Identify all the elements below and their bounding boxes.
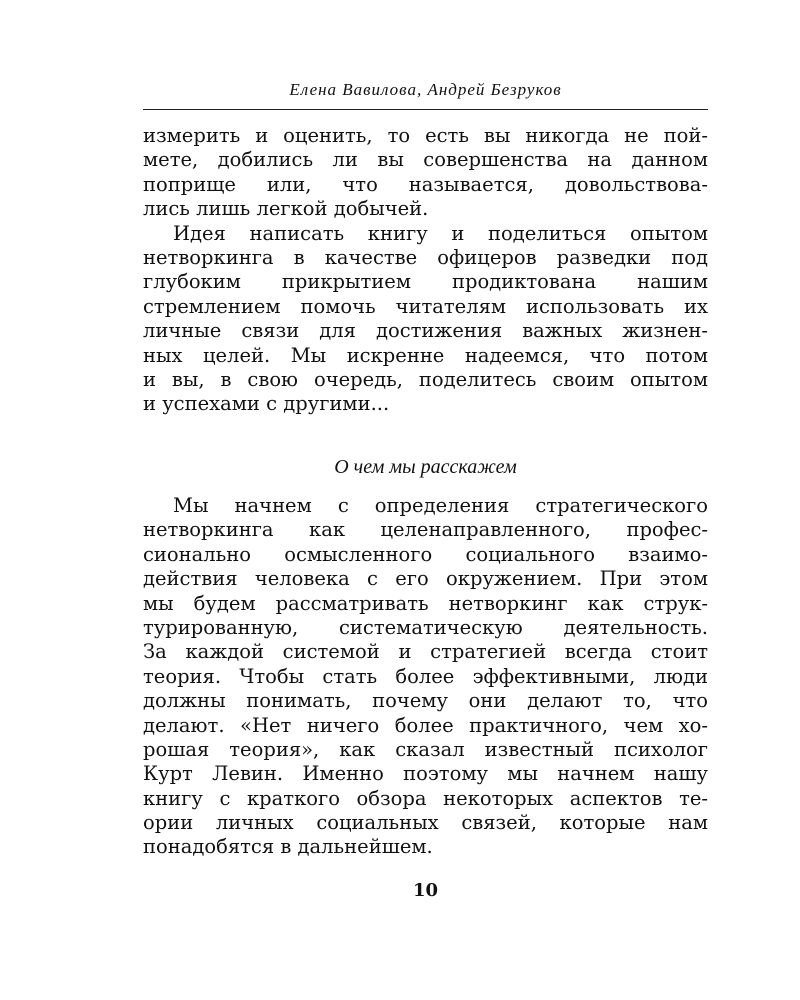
section-heading: О чем мы расскажем [334,456,517,478]
paragraph3-line: делают. «Нет ничего более практичного, чем хо- [143,713,708,737]
paragraph3-line: За каждой системой и стратегией всегда стоит [143,640,708,664]
paragraph3-line: действия человека с его окружением. При этом [143,567,708,591]
paragraph2-line: и вы, в свою очередь, поделитесь своим опытом [143,367,708,391]
paragraph3-line: ории личных социальных связей, которые нам [143,811,708,835]
paragraph3-line: теория. Чтобы стать более эффективными, люди [143,664,708,688]
paragraph1-line: мете, добились ли вы совершенства на данном [143,148,708,172]
paragraph2-line: глубоким прикрытием продиктована нашим [143,270,708,294]
paragraph2-line: Идея написать книгу и поделиться опытом [173,221,708,245]
paragraph2-line: личные связи для достижения важных жизнен- [143,319,708,343]
paragraph3-line: рошая теория», как сказал известный психолог [143,737,708,761]
paragraph2-line: стремлением помочь читателям использовать их [143,294,708,318]
running-head: Елена Вавилова, Андрей Безруков [289,80,562,99]
paragraph3-line: понадобятся в дальнейшем. [143,835,433,859]
paragraph1-line: лись лишь легкой добычей. [143,197,429,221]
paragraph3-line: турированную, систематическую деятельность. [143,615,708,639]
text-block-top [143,124,708,417]
paragraph3-line: Мы начнем с определения стратегического [173,494,708,517]
paragraph3-line: должны понимать, почему они делают то, что [143,689,708,713]
text-block-bottom [143,494,708,860]
paragraph2-line: ных целей. Мы искренне надеемся, что потом [143,343,708,367]
paragraph3-line: сионально осмысленного социального взаимо- [143,542,708,566]
paragraph3-line: книгу с краткого обзора некоторых аспектов те- [143,786,708,810]
paragraph2-line: и успехами с другими... [143,392,390,416]
header-rule [143,109,708,110]
page-number: 10 [412,880,439,901]
paragraph3-line: Курт Левин. Именно поэтому мы начнем нашу [143,762,708,786]
paragraph2-line: нетворкинга в качестве офицеров разведки под [143,245,708,269]
paragraph1-line: измерить и оценить, то есть вы никогда не пой- [143,124,708,147]
paragraph3-line: мы будем рассматривать нетворкинг как струк- [143,591,708,615]
paragraph1-line: поприще или, что называется, довольствова- [143,172,708,196]
paragraph3-line: нетворкинга как целенаправленного, профес- [143,518,708,542]
